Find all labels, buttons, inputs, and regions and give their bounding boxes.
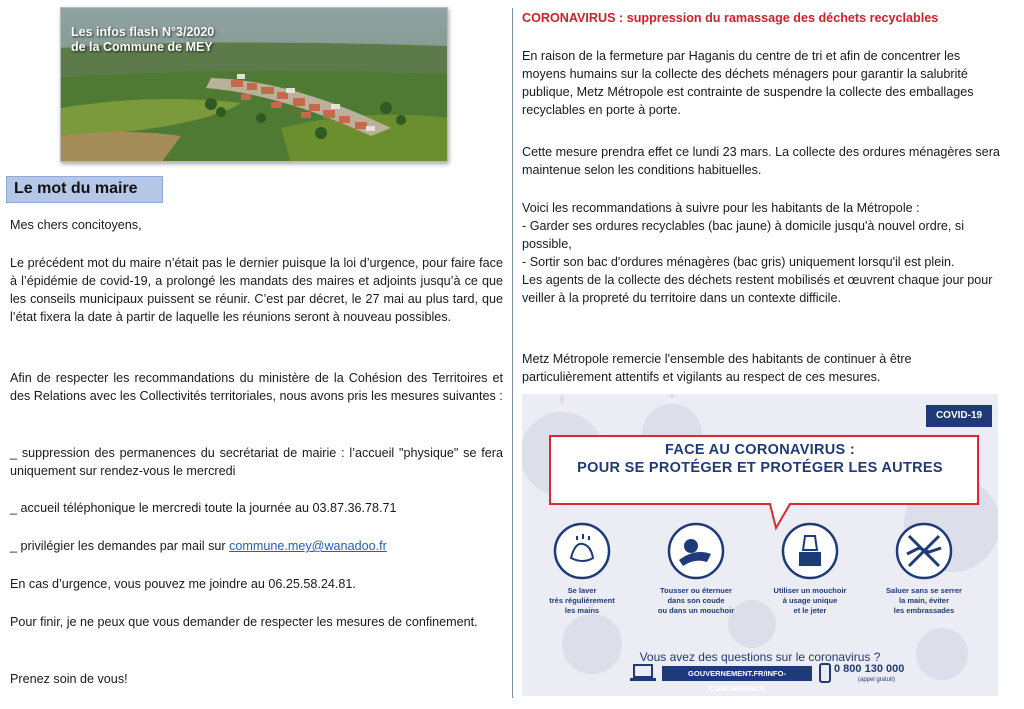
agents-mobilises: Les agents de la collecte des déchets restent mobilisés et œuvrent chaque jour pour veiller à la propreté du territoire dans un contexte difficile. — [522, 273, 993, 305]
greeting: Mes chers concitoyens, — [10, 218, 142, 232]
column-divider — [512, 8, 513, 698]
gesture-caption-handshake: Saluer sans se serrer la main, éviter les embrassades — [886, 586, 962, 615]
recommendation-bac-jaune: - Garder ses ordures recyclables (bac jaune) à domicile jusqu'à nouvel ordre, si possible, — [522, 219, 964, 251]
hand-washing-icon — [553, 522, 611, 580]
gesture-cough-elbow — [640, 522, 752, 616]
gesture-no-handshake — [868, 522, 980, 616]
recommendations-block — [522, 199, 1002, 307]
paragraph-recommandations: Afin de respecter les recommandations du ministère de la Cohésion des Territoires et des Relations avec les Collectivités territoriales, nous avons pris les mesures suivantes : — [10, 371, 503, 403]
flash-title-line1: Les infos flash N°3/2020 — [71, 25, 215, 39]
poster-title-line1: FACE AU CORONAVIRUS : — [665, 442, 855, 458]
paragraph-fermeture: En raison de la fermeture par Haganis du centre de tri et afin de concentrer les moyens humains sur la collecte des déchets ménagers pour garantir la salubrité publique, Metz Métropole est contrainte de suspendre la collecte des emballages recyclables en porte à porte. — [522, 49, 974, 117]
paragraph-urgence: En cas d’urgence, vous pouvez me joindre au 06.25.58.24.81. — [10, 577, 356, 591]
measure-secretariat: _ suppression des permanences du secrétariat de mairie : l’accueil "physique" se fera uniquement sur rendez-vous le mercredi — [10, 446, 503, 478]
gesture-caption-cough: Tousser ou éternuer dans son coude ou dans un mouchoir — [657, 586, 735, 615]
tissue-icon — [781, 522, 839, 580]
flash-title-line2: de la Commune de MEY — [71, 40, 213, 54]
laptop-icon — [630, 664, 656, 682]
no-handshake-icon — [895, 522, 953, 580]
measure-email — [10, 537, 503, 555]
gesture-hand-washing — [526, 522, 638, 616]
hero-aerial-photo — [60, 7, 448, 162]
closing-line: Prenez soin de vous! — [10, 672, 128, 686]
email-link[interactable]: commune.mey@wanadoo.fr — [229, 539, 387, 553]
recommendations-intro: Voici les recommandations à suivre pour les habitants de la Métropole : — [522, 201, 920, 215]
gesture-caption-hand-washing: Se laver très régulièrement les mains — [549, 586, 615, 615]
hotline-number: 0 800 130 000 — [834, 663, 905, 675]
gesture-caption-tissue: Utiliser un mouchoir à usage unique et le jeter — [773, 586, 847, 615]
measure-email-text: _ privilégier les demandes par mail sur — [10, 539, 230, 553]
covid-poster — [522, 394, 998, 696]
section-title-mot-du-maire: Le mot du maire — [6, 176, 163, 203]
coronavirus-heading: CORONAVIRUS : suppression du ramassage des déchets recyclables — [522, 11, 939, 25]
hotline-note: (appel gratuit) — [858, 677, 896, 683]
poster-question: Vous avez des questions sur le coronavirus ? — [639, 650, 881, 664]
gesture-tissue — [754, 522, 866, 616]
recommendation-bac-gris: - Sortir son bac d'ordures ménagères (bac gris) uniquement lorsqu'il est plein. — [522, 255, 955, 269]
paragraph-loi-urgence: Le précédent mot du maire n’était pas le dernier puisque la loi d’urgence, pour faire face à l’épidémie de covid-19, a prolongé les mandats des maires et adjoints jusqu’à ce que les conseils municipaux puissent se réunir. C’est par décret, le 27 mai au plus tard, que l’état fixera la date à partir de laquelle les réunions seront à nouveau possibles. — [10, 256, 503, 324]
poster-title-line2: POUR SE PROTÉGER ET PROTÉGER LES AUTRES — [577, 460, 943, 476]
paragraph-mesure: Cette mesure prendra effet ce lundi 23 mars. La collecte des ordures ménagères sera maintenue selon les conditions habituelles. — [522, 145, 1000, 177]
phone-icon — [819, 663, 831, 683]
covid-19-badge: COVID-19 — [926, 405, 992, 427]
info-coronavirus-url[interactable]: GOUVERNEMENT.FR/INFO-CORONAVIRUS — [662, 666, 812, 681]
cough-elbow-icon — [667, 522, 725, 580]
measure-telephone: _ accueil téléphonique le mercredi toute la journée au 03.87.36.78.71 — [10, 501, 397, 515]
paragraph-remerciements: Metz Métropole remercie l'ensemble des habitants de continuer à être particulièrement attentifs et vigilants au respect de ces mesures. — [522, 352, 912, 384]
paragraph-confinement: Pour finir, je ne peux que vous demander de respecter les mesures de confinement. — [10, 615, 478, 629]
